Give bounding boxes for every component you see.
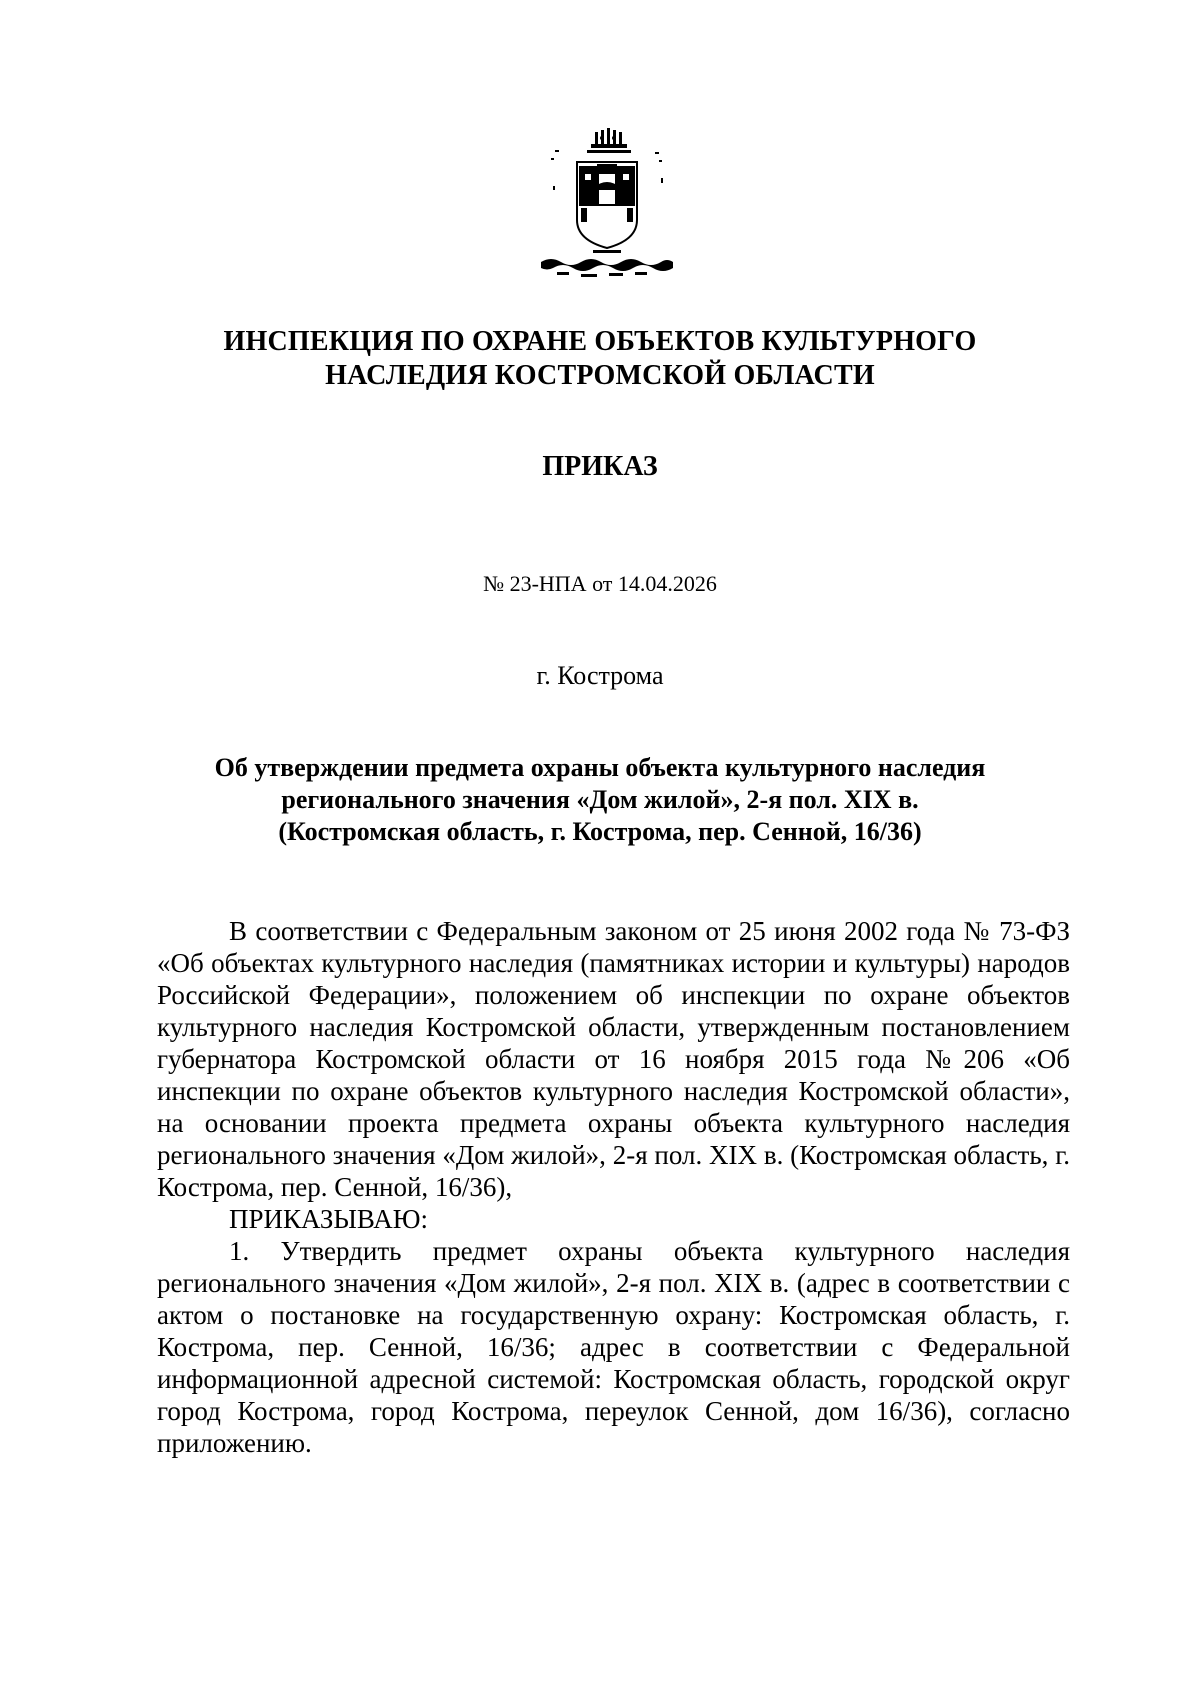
coat-of-arms-icon <box>537 128 677 288</box>
document-subject-line-3: (Костромская область, г. Кострома, пер. Сенной, 16/36) <box>278 817 922 846</box>
organization-title-line-1: ИНСПЕКЦИЯ ПО ОХРАНЕ ОБЪЕКТОВ КУЛЬТУРНОГО <box>223 326 977 357</box>
order-item-1: 1. Утвердить предмет охраны объекта культурного наследия регионального значения «Дом жилой», 2-я пол. XIX в. (адрес в соответствии с актом о постановке на государственную охрану: Костромская область, г. Кострома, пер. Сенной, 16/36; адрес в соответствии с Федеральной информационной адресной системой: Костромская область, городской округ город Кострома, город Кострома, переулок Сенной, дом 16/36), согласно приложению. <box>157 1236 1070 1458</box>
organization-title <box>150 325 1050 393</box>
preamble-paragraph: В соответствии с Федеральным законом от 25 июня 2002 года № 73-ФЗ «Об объектах культурного наследия (памятниках истории и культуры) народов Российской Федерации», положением об инспекции по охране объектов культурного наследия Костромской области, утвержденным постановлением губернатора Костромской области от 16 ноября 2015 года №206 «Об инспекции по охране объектов культурного наследия Костромской области», на основании проекта предмета охраны объекта культурного наследия регионального значения «Дом жилой», 2-я пол. XIX в. (Костромская область, г. Кострома, пер. Сенной, 16/36), <box>157 916 1070 1202</box>
order-word: ПРИКАЗЫВАЮ: <box>229 1204 428 1234</box>
document-city: г. Кострома <box>536 661 664 690</box>
document-body <box>157 915 1070 1459</box>
document-number-date: № 23-НПА от 14.04.2026 <box>483 571 717 596</box>
document-subject-line-1: Об утверждении предмета охраны объекта культурного наследия <box>214 753 986 782</box>
document-subject-line-2: регионального значения «Дом жилой», 2-я пол. XIX в. <box>281 785 919 814</box>
document-type-heading: ПРИКАЗ <box>542 451 658 482</box>
document-subject <box>150 752 1050 848</box>
organization-title-line-2: НАСЛЕДИЯ КОСТРОМСКОЙ ОБЛАСТИ <box>325 360 875 391</box>
